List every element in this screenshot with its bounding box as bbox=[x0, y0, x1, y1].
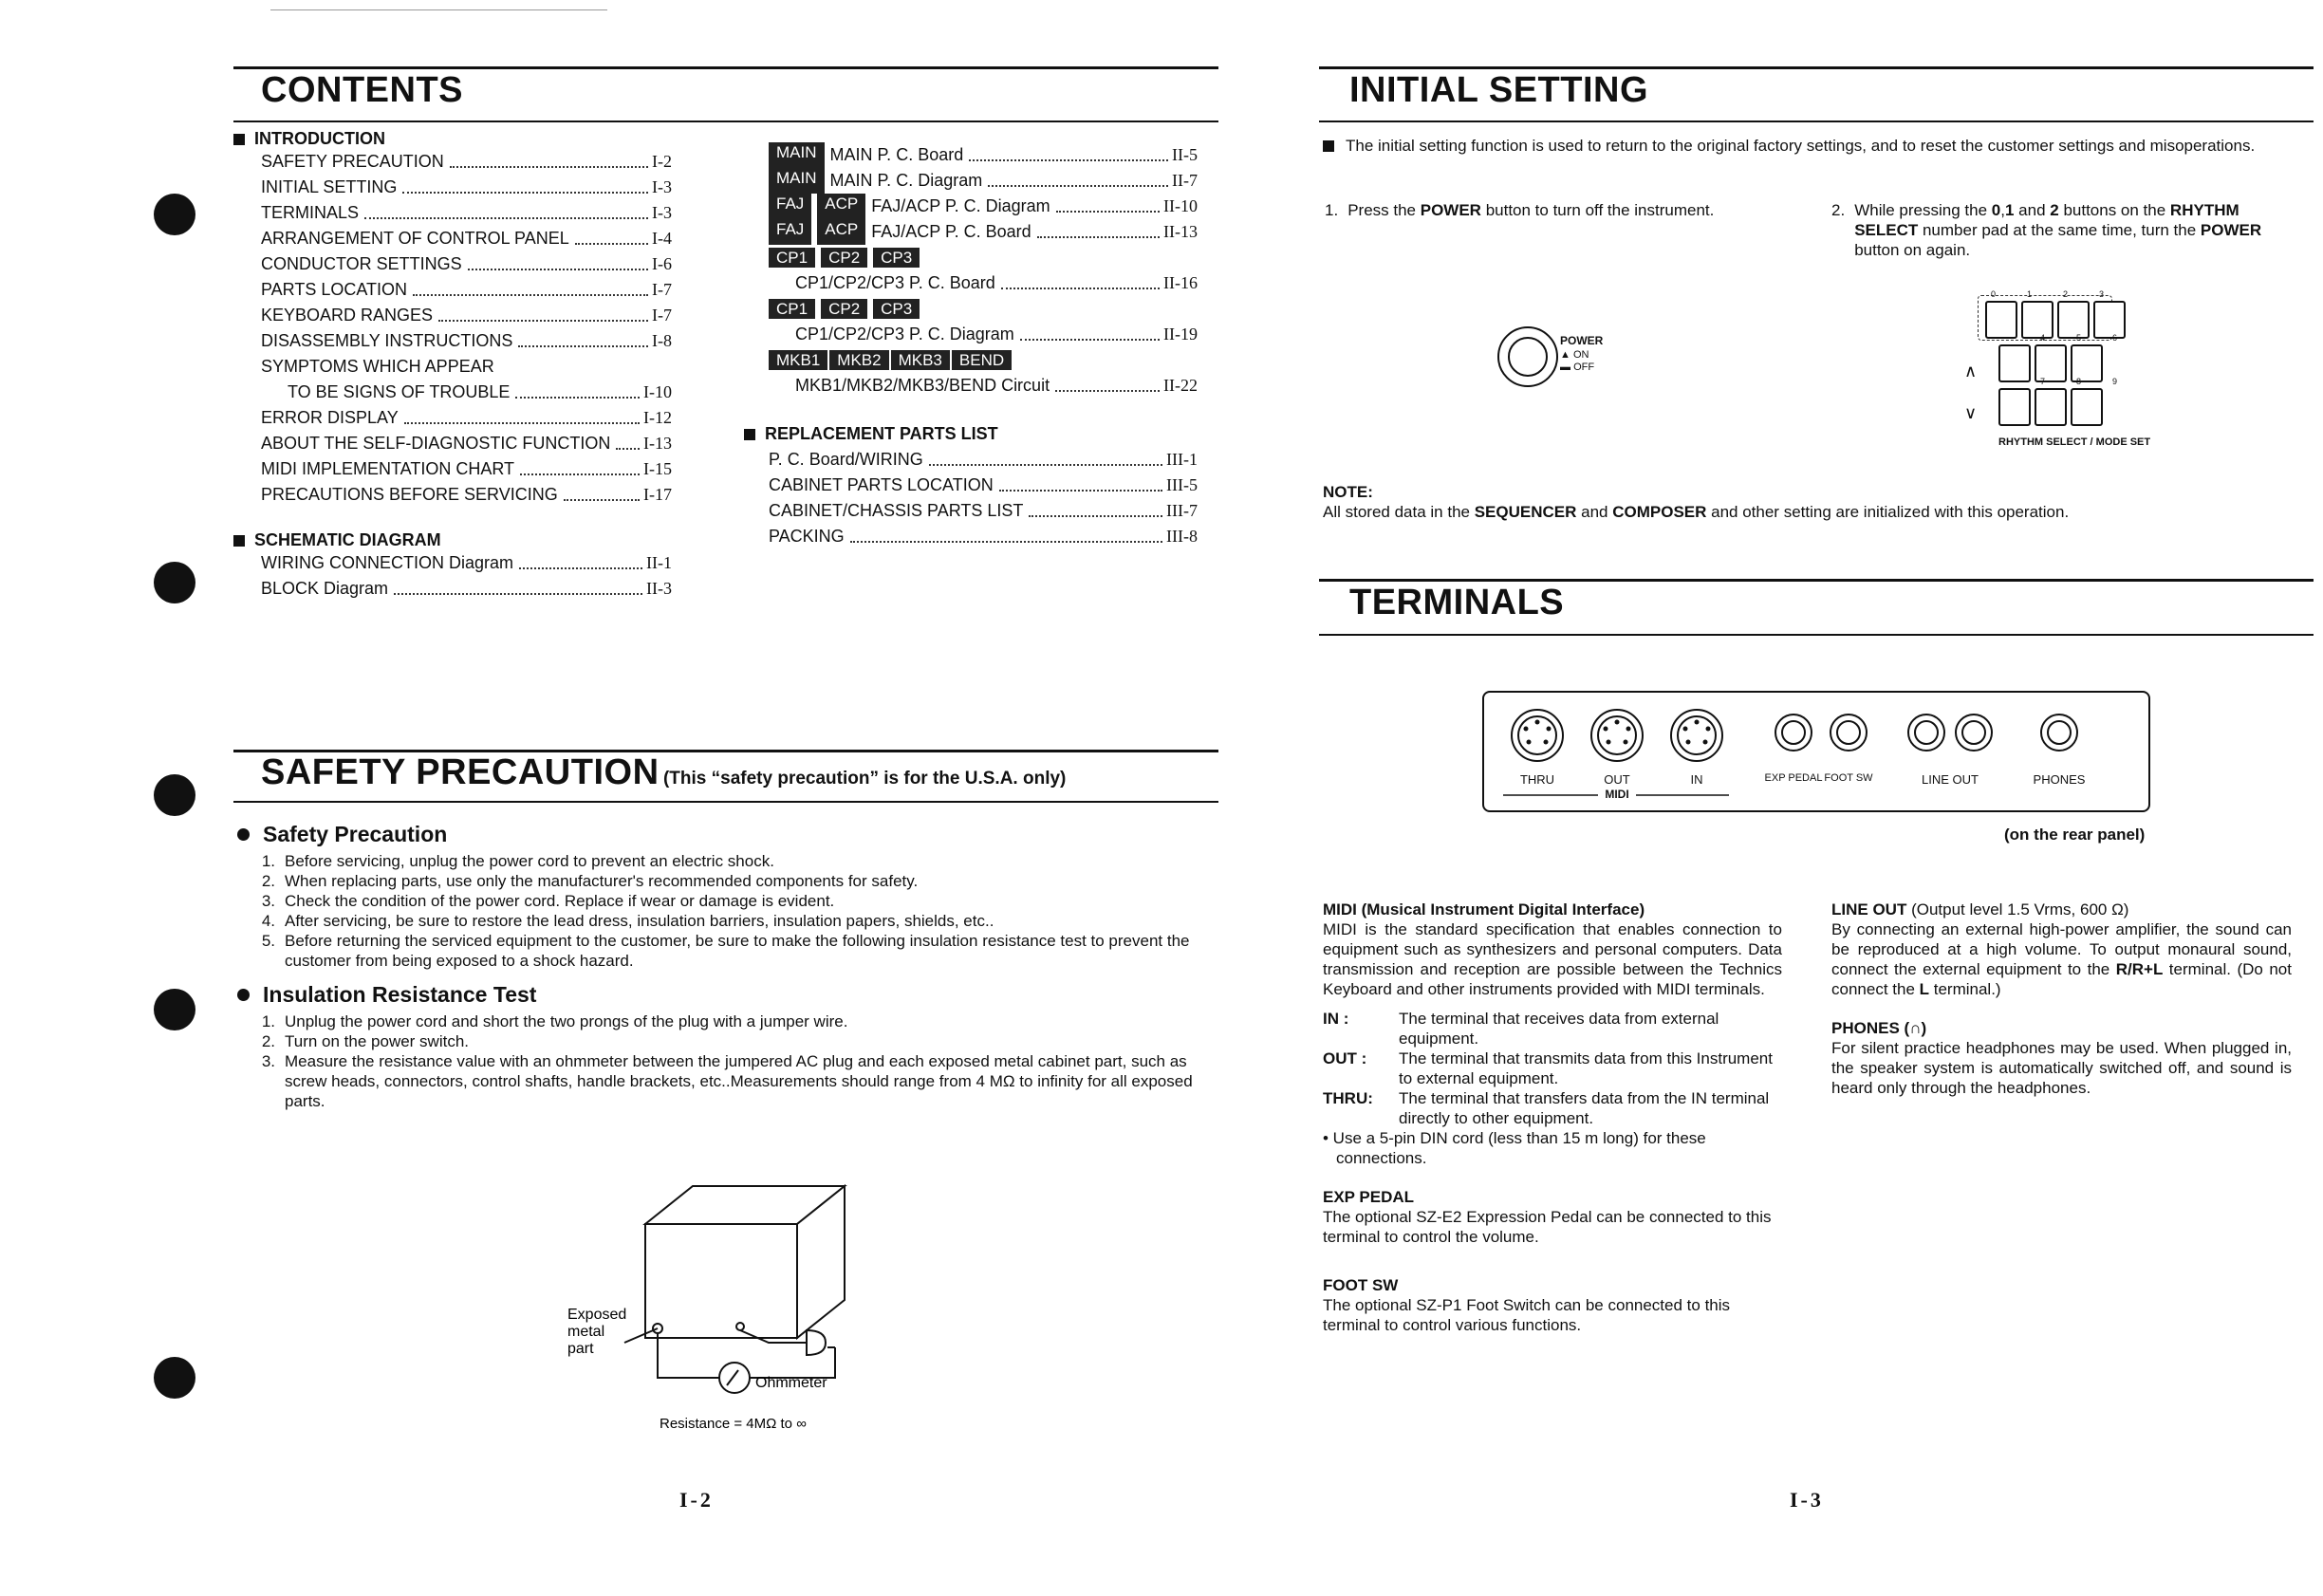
phones-paragraph: For silent practice headphones may be used. When plugged in, the speaker system is automatically switched off, and sound is heard only through the headphones. bbox=[1831, 1039, 2292, 1097]
list-item: 1. Before servicing, unplug the power cord to prevent an electric shock. bbox=[261, 852, 774, 870]
rhythm-pad-button bbox=[2057, 301, 2090, 339]
toc-item[interactable] bbox=[261, 550, 672, 576]
toc-item-title: MIDI IMPLEMENTATION CHART bbox=[261, 459, 515, 478]
safety-title-block bbox=[261, 752, 1066, 793]
toc-item-page: I-10 bbox=[643, 382, 672, 401]
toc-item-page: II-5 bbox=[1172, 145, 1198, 164]
insulation-list bbox=[258, 1011, 1224, 1111]
ac-plug bbox=[807, 1330, 826, 1355]
page-number-left: I-2 bbox=[679, 1488, 714, 1512]
power-button-illustration bbox=[1497, 326, 1640, 393]
rear-panel-note: (on the rear panel) bbox=[2004, 826, 2146, 844]
toc-item-title: TO BE SIGNS OF TROUBLE bbox=[288, 382, 511, 401]
cabinet-front bbox=[645, 1224, 797, 1338]
midi-heading: MIDI (Musical Instrument Digital Interface) bbox=[1323, 900, 1645, 919]
toc-item-page: I-7 bbox=[652, 280, 672, 299]
foot-paragraph: The optional SZ-P1 Foot Switch can be connected to this terminal to control various functions. bbox=[1323, 1296, 1731, 1334]
toc-item[interactable] bbox=[261, 328, 672, 354]
rhythm-pad-digit: 8 bbox=[2076, 377, 2082, 386]
board-tag: ACP bbox=[817, 194, 865, 219]
rear-panel bbox=[1482, 691, 2150, 812]
toc-item-title: CABINET PARTS LOCATION bbox=[769, 475, 994, 494]
note-text: All stored data in the SEQUENCER and COMPOSER and other setting are initialized with this operation. bbox=[1323, 503, 2070, 521]
board-tag: CP1 bbox=[769, 248, 815, 268]
toc-item-page: II-16 bbox=[1163, 273, 1198, 292]
toc-item-title: MAIN P. C. Diagram bbox=[829, 171, 983, 190]
rhythm-pad-digit: 0 bbox=[1991, 289, 1997, 299]
binder-hole bbox=[154, 1357, 195, 1399]
toc-item[interactable] bbox=[261, 431, 672, 456]
toc-item-title: P. C. Board/WIRING bbox=[769, 450, 923, 469]
subheading-label: Insulation Resistance Test bbox=[263, 982, 537, 1007]
binder-hole bbox=[154, 989, 195, 1030]
din-note: • Use a 5-pin DIN cord (less than 15 m long) for these connections. bbox=[1323, 1129, 1706, 1167]
toc-item-title: WIRING CONNECTION Diagram bbox=[261, 553, 514, 572]
toc-item[interactable] bbox=[261, 354, 672, 380]
insulation-test-figure bbox=[550, 1177, 892, 1452]
note-heading: NOTE: bbox=[1323, 483, 1373, 501]
board-tag: FAJ bbox=[769, 219, 811, 245]
list-item: 4. After servicing, be sure to restore the lead dress, insulation barriers, insulation papers, shields, etc.. bbox=[261, 912, 994, 930]
contents-rule-top bbox=[233, 66, 1218, 69]
foot-heading: FOOT SW bbox=[1323, 1276, 1399, 1294]
fig-label-metal: metal bbox=[567, 1324, 605, 1340]
toc-item-page: II-13 bbox=[1163, 222, 1198, 241]
toc-item-title: BLOCK Diagram bbox=[261, 579, 389, 598]
terminals-title: TERMINALS bbox=[1349, 583, 1565, 622]
label-foot-sw: FOOT SW bbox=[1824, 772, 1873, 784]
midi-definition: THRU: The terminal that transfers data from the IN terminal directly to other equipment. bbox=[1323, 1089, 1770, 1127]
board-tag: MKB2 bbox=[829, 350, 888, 370]
fig-label-exposed: Exposed bbox=[567, 1307, 627, 1323]
toc-item[interactable] bbox=[261, 175, 672, 200]
toc-item[interactable] bbox=[769, 168, 1198, 194]
safety-title: SAFETY PRECAUTION bbox=[261, 752, 660, 792]
toc-item-page: III-7 bbox=[1166, 501, 1198, 520]
midi-definition: IN : The terminal that receives data from external equipment. bbox=[1323, 1010, 1719, 1048]
initial-intro bbox=[1323, 136, 2319, 156]
toc-item[interactable] bbox=[769, 219, 1198, 245]
toc-item[interactable] bbox=[261, 226, 672, 251]
list-item: 2. Turn on the power switch. bbox=[261, 1032, 470, 1050]
list-item: 3. Measure the resistance value with an ohmmeter between the jumpered AC plug and each exposed metal cabinet part, such as screw heads, connectors, control shafts, handle brackets, etc..Measurements should range from 4 MΩ to infinity for all exposed parts. bbox=[261, 1052, 1193, 1110]
toc-item-page: II-1 bbox=[646, 553, 672, 572]
toc-item-title: PACKING bbox=[769, 527, 845, 546]
toc-item-page: III-1 bbox=[1166, 450, 1198, 469]
toc-item[interactable] bbox=[261, 482, 672, 508]
subheading-label: Safety Precaution bbox=[263, 822, 448, 846]
bullet-icon bbox=[237, 989, 250, 1001]
line-out-heading: LINE OUT (Output level 1.5 Vrms, 600 Ω) bbox=[1831, 900, 2129, 919]
toc-item-page: III-5 bbox=[1166, 475, 1198, 494]
board-tag: BEND bbox=[952, 350, 1012, 370]
toc-item-page: I-15 bbox=[643, 459, 672, 478]
toc-item-page: I-8 bbox=[652, 331, 672, 350]
toc-item-title: PARTS LOCATION bbox=[261, 280, 408, 299]
toc-item-title: SAFETY PRECAUTION bbox=[261, 152, 444, 171]
rhythm-pad-digit: 6 bbox=[2112, 333, 2118, 343]
toc-item-title: CONDUCTOR SETTINGS bbox=[261, 254, 462, 273]
toc-item-title: INITIAL SETTING bbox=[261, 177, 398, 196]
toc-item[interactable] bbox=[769, 142, 1198, 168]
rhythm-pad-button bbox=[1985, 301, 2017, 339]
label-phones: PHONES bbox=[2033, 772, 2086, 787]
safety-rule-bottom bbox=[233, 801, 1218, 803]
toc-item-title: PRECAUTIONS BEFORE SERVICING bbox=[261, 485, 558, 504]
toc-item[interactable] bbox=[261, 405, 672, 431]
toc-item[interactable] bbox=[261, 149, 672, 175]
rhythm-pad-digit: 1 bbox=[2027, 289, 2033, 299]
toc-item-page: I-3 bbox=[652, 203, 672, 222]
phones-heading: PHONES (∩) bbox=[1831, 1019, 1927, 1037]
square-bullet-icon bbox=[233, 535, 245, 547]
rhythm-pad-button bbox=[2035, 388, 2067, 426]
page-number-right: I-3 bbox=[1790, 1488, 1824, 1512]
label-in: IN bbox=[1690, 772, 1703, 787]
top-hairline bbox=[270, 9, 607, 10]
initial-rule-bottom bbox=[1319, 121, 2314, 122]
toc-item[interactable] bbox=[769, 498, 1198, 524]
binder-hole bbox=[154, 562, 195, 603]
rear-panel-jacks bbox=[1484, 693, 2148, 810]
off-label: ▬ OFF bbox=[1560, 362, 1595, 373]
toc-item-title: CP1/CP2/CP3 P. C. Board bbox=[795, 273, 995, 292]
contents-title: CONTENTS bbox=[261, 70, 463, 110]
toc-item-page: I-12 bbox=[643, 408, 672, 427]
heading-label: SCHEMATIC DIAGRAM bbox=[254, 530, 441, 549]
terminals-right-column bbox=[1831, 900, 2292, 1098]
toc-item[interactable] bbox=[261, 576, 672, 602]
bullet-icon bbox=[237, 828, 250, 841]
terminals-rule-top bbox=[1319, 579, 2314, 582]
rhythm-pad-digit: 4 bbox=[2040, 333, 2046, 343]
initial-title: INITIAL SETTING bbox=[1349, 70, 1649, 110]
toc-item-title: TERMINALS bbox=[261, 203, 360, 222]
toc-item-title: DISASSEMBLY INSTRUCTIONS bbox=[261, 331, 513, 350]
rhythm-pad-button bbox=[2093, 301, 2126, 339]
toc-item-title: FAJ/ACP P. C. Diagram bbox=[871, 196, 1050, 215]
board-tag: CP1 bbox=[769, 299, 815, 319]
up-arrow-icon: ∧ bbox=[1964, 362, 1978, 380]
toc-item-title: ERROR DISPLAY bbox=[261, 408, 399, 427]
headphones-icon: ∩ bbox=[1909, 1019, 1922, 1037]
board-tags-row bbox=[769, 296, 1198, 322]
toc-item-page: I-4 bbox=[652, 229, 672, 248]
board-tag: ACP bbox=[817, 219, 865, 245]
heading-label: INTRODUCTION bbox=[254, 129, 385, 148]
toc-item-page: II-19 bbox=[1163, 325, 1198, 343]
rhythm-pad-digit: 2 bbox=[2063, 289, 2069, 299]
toc-item-title: CABINET/CHASSIS PARTS LIST bbox=[769, 501, 1024, 520]
toc-item[interactable] bbox=[769, 524, 1198, 549]
rhythm-pad-digit: 3 bbox=[2099, 289, 2105, 299]
toc-item-page: II-10 bbox=[1163, 196, 1198, 215]
board-tag: MKB3 bbox=[891, 350, 950, 370]
note-block bbox=[1323, 482, 2310, 522]
toc-item-title: KEYBOARD RANGES bbox=[261, 306, 434, 325]
board-tags-row bbox=[769, 245, 1198, 270]
list-item: 2. When replacing parts, use only the manufacturer's recommended components for safety. bbox=[261, 872, 919, 890]
square-bullet-icon bbox=[1323, 140, 1334, 152]
toc-item-title: SYMPTOMS WHICH APPEAR bbox=[261, 357, 494, 376]
toc-item[interactable] bbox=[769, 270, 1198, 296]
on-label: ▲ ON bbox=[1560, 349, 1589, 361]
toc-item[interactable] bbox=[769, 322, 1198, 347]
binder-hole bbox=[154, 194, 195, 235]
exp-heading: EXP PEDAL bbox=[1323, 1188, 1415, 1206]
rhythm-pad-button bbox=[1998, 344, 2031, 382]
label-line-out: LINE OUT bbox=[1922, 772, 1979, 787]
midi-definition: OUT : The terminal that transmits data from this Instrument to external equipment. bbox=[1323, 1049, 1773, 1087]
rhythm-pad-digit: 9 bbox=[2112, 377, 2118, 386]
terminals-rule-bottom bbox=[1319, 634, 2314, 636]
board-tag: MAIN bbox=[769, 142, 825, 168]
fig-label-part: part bbox=[567, 1341, 594, 1357]
toc-item-page: I-3 bbox=[652, 177, 672, 196]
board-tag: MAIN bbox=[769, 168, 825, 194]
toc-item[interactable] bbox=[261, 277, 672, 303]
safety-title-note: (This “safety precaution” is for the U.S.A. only) bbox=[662, 769, 1067, 789]
initial-step-1: 1. Press the POWER button to turn off the instrument. bbox=[1325, 201, 1715, 219]
toc-item-page: II-7 bbox=[1172, 171, 1198, 190]
board-tag: CP3 bbox=[873, 299, 920, 319]
board-tag: MKB1 bbox=[769, 350, 827, 370]
toc-item[interactable] bbox=[769, 447, 1198, 473]
toc-item-title: CP1/CP2/CP3 P. C. Diagram bbox=[795, 325, 1014, 343]
rhythm-pad-digit: 7 bbox=[2040, 377, 2046, 386]
toc-item-title: FAJ/ACP P. C. Board bbox=[871, 222, 1031, 241]
toc-replacement-heading bbox=[744, 421, 1198, 447]
safety-list bbox=[258, 851, 1224, 971]
toc-item[interactable] bbox=[261, 303, 672, 328]
safety-content bbox=[237, 822, 1224, 1111]
board-tag: CP2 bbox=[821, 299, 867, 319]
toc-item-page: II-22 bbox=[1163, 376, 1198, 395]
rhythm-pad-button bbox=[2021, 301, 2054, 339]
intro-text: The initial setting function is used to return to the original factory settings, and to reset the customer settings and misoperations. bbox=[1346, 137, 2256, 155]
toc-item-page: III-8 bbox=[1166, 527, 1198, 546]
toc-right-column bbox=[765, 142, 1198, 549]
toc-schematic-list bbox=[233, 550, 672, 602]
safety-subheading bbox=[237, 822, 1224, 847]
board-tag: FAJ bbox=[769, 194, 811, 219]
toc-schematic-heading bbox=[233, 530, 672, 550]
rhythm-pad-button bbox=[1998, 388, 2031, 426]
toc-item-page: I-2 bbox=[652, 152, 672, 171]
list-item: 1. Unplug the power cord and short the two prongs of the plug with a jumper wire. bbox=[261, 1012, 848, 1030]
midi-paragraph: MIDI is the standard specification that enables connection to equipment such as synthesizers and personal computers. Data transmission and reception are possible between the Technics Keyboard and other instruments provided with MIDI terminals. bbox=[1323, 920, 1782, 998]
rhythm-pad-button bbox=[2071, 388, 2103, 426]
label-midi: MIDI bbox=[1605, 788, 1629, 801]
toc-item[interactable] bbox=[261, 200, 672, 226]
rhythm-select-pad bbox=[1962, 289, 2162, 455]
toc-item-title: ABOUT THE SELF-DIAGNOSTIC FUNCTION bbox=[261, 434, 611, 453]
toc-item[interactable] bbox=[769, 194, 1198, 219]
toc-item[interactable] bbox=[261, 456, 672, 482]
label-thru: THRU bbox=[1519, 772, 1555, 787]
ohmmeter-dial bbox=[719, 1363, 750, 1393]
square-bullet-icon bbox=[744, 429, 755, 440]
toc-introduction-heading bbox=[233, 129, 672, 149]
toc-item[interactable] bbox=[769, 473, 1198, 498]
toc-item-page: I-6 bbox=[652, 254, 672, 273]
fig-label-resistance: Resistance = 4MΩ to ∞ bbox=[660, 1416, 807, 1432]
toc-item[interactable] bbox=[261, 380, 672, 405]
rhythm-pad-digit: 5 bbox=[2076, 333, 2082, 343]
toc-item-page: I-17 bbox=[643, 485, 672, 504]
square-bullet-icon bbox=[233, 134, 245, 145]
pad-caption: RHYTHM SELECT / MODE SET bbox=[1998, 436, 2151, 448]
fig-label-ohmmeter: Ohmmeter bbox=[755, 1375, 827, 1391]
toc-item-title: MKB1/MKB2/MKB3/BEND Circuit bbox=[795, 376, 1050, 395]
power-label: POWER bbox=[1560, 334, 1604, 347]
initial-step-2: 2. While pressing the 0,1 and 2 buttons on the RHYTHM SELECT number pad at the same time, turn the POWER button on again. bbox=[1831, 201, 2262, 259]
toc-left-column bbox=[233, 129, 672, 602]
toc-item[interactable] bbox=[261, 251, 672, 277]
contents-rule-bottom bbox=[233, 121, 1218, 122]
initial-rule-top bbox=[1319, 66, 2314, 69]
power-button bbox=[1497, 326, 1558, 387]
label-exp-pedal: EXP PEDAL bbox=[1764, 772, 1823, 784]
terminals-left-column bbox=[1323, 900, 1782, 1335]
list-item: 3. Check the condition of the power cord. Replace if wear or damage is evident. bbox=[261, 892, 835, 910]
board-tag: CP2 bbox=[821, 248, 867, 268]
exp-paragraph: The optional SZ-E2 Expression Pedal can be connected to this terminal to control the volume. bbox=[1323, 1208, 1772, 1246]
down-arrow-icon: ∨ bbox=[1964, 403, 1978, 422]
binder-hole bbox=[154, 774, 195, 816]
toc-introduction-list bbox=[233, 149, 672, 508]
label-out: OUT bbox=[1604, 772, 1630, 787]
insulation-subheading bbox=[237, 982, 1224, 1008]
board-tags-row bbox=[769, 347, 1198, 373]
toc-item-title: MAIN P. C. Board bbox=[829, 145, 964, 164]
toc-item-page: I-13 bbox=[643, 434, 672, 453]
toc-item-page: I-7 bbox=[652, 306, 672, 325]
toc-item-page: II-3 bbox=[646, 579, 672, 598]
board-tag: CP3 bbox=[873, 248, 920, 268]
line-out-paragraph: By connecting an external high-power amplifier, the sound can be reproduced at a high volume. To output monaural sound, connect the external equipment to the R/R+L terminal. (Do not connect the L terminal.) bbox=[1831, 920, 2292, 998]
list-item: 5. Before returning the serviced equipment to the customer, be sure to make the following insulation resistance test to prevent the customer from being exposed to a shock hazard. bbox=[261, 932, 1190, 970]
heading-label: REPLACEMENT PARTS LIST bbox=[765, 424, 998, 443]
toc-item[interactable] bbox=[769, 373, 1198, 399]
toc-item-title: ARRANGEMENT OF CONTROL PANEL bbox=[261, 229, 569, 248]
